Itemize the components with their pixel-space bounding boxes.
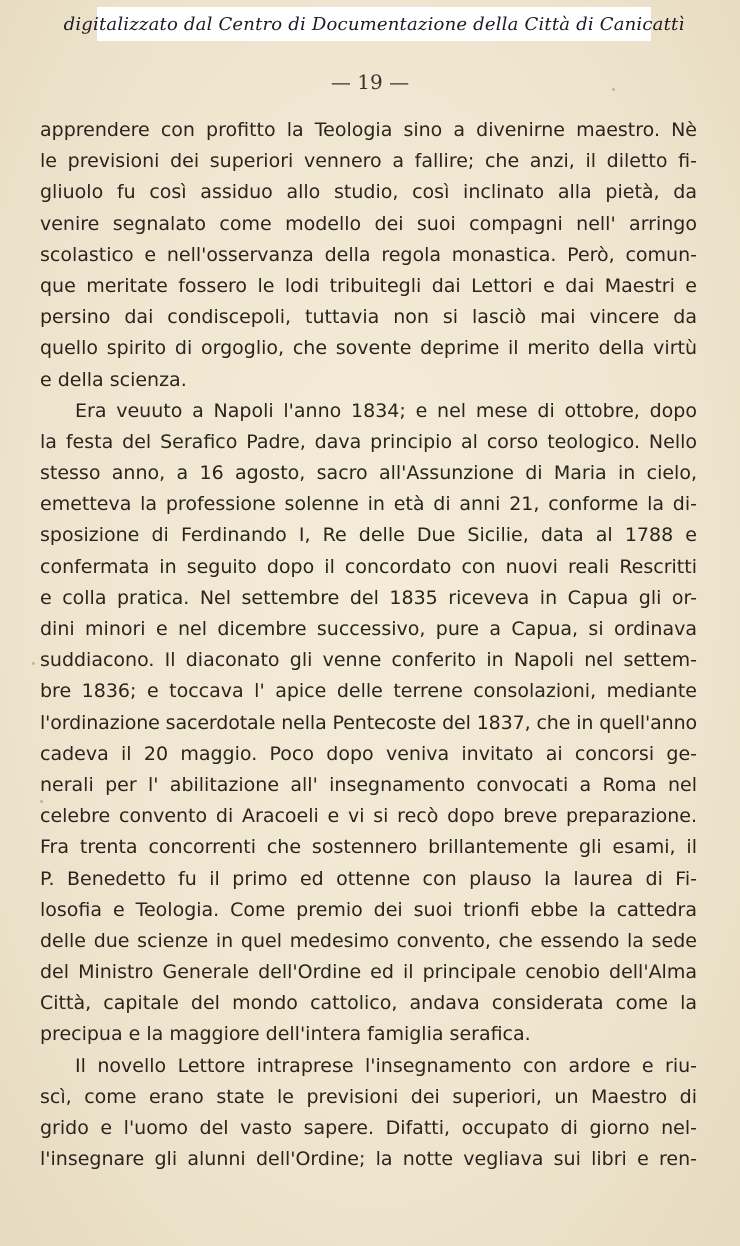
text-line: quello spirito di orgoglio, che sovente deprime il merito della virtù [40,337,697,360]
text-line: delle due scienze in quel medesimo convento, che essendo la sede [40,929,697,952]
text-line: confermata in seguito dopo il concordato con nuovi reali Rescritti [40,555,697,578]
text-line: sposizione di Ferdinando I, Re delle Due Sicilie, data al 1788 e [40,524,697,547]
text-line: emetteva la professione solenne in età di anni 21, conforme la di- [40,493,697,516]
text-line: grido e l'uomo del vasto sapere. Difatti, occupato di giorno nel- [40,1117,697,1139]
paragraph-end-line: e della scienza. [40,368,187,391]
text-line: bre 1836; e toccava l' apice delle terrene consolazioni, mediante [40,680,697,703]
text-line: celebre convento di Aracoeli e vi si recò dopo breve preparazione. [40,805,697,828]
text-line: la festa del Serafico Padre, dava principio al corso teologico. Nello [40,430,697,453]
paragraph-end-line: precipua e la maggiore dell'intera famiglia serafica. [40,1023,531,1046]
text-line: l'insegnare gli alunni dell'Ordine; la notte vegliava sui libri e ren- [40,1148,697,1171]
text-line: que meritate fossero le lodi tribuitegli dai Lettori e dai Maestri e [40,274,697,297]
text-line: venire segnalato come modello dei suoi compagni nell' arringo [40,212,697,235]
paper-speck [32,662,35,665]
paper-speck [612,88,615,91]
text-line: scì, come erano state le previsioni dei superiori, un Maestro di [40,1085,697,1108]
text-line: Città, capitale del mondo cattolico, andava considerata come la [40,992,697,1015]
paper-speck [40,800,43,803]
paragraph-start-line: Il novello Lettore intraprese l'insegnamento con ardore e riu- [75,1054,697,1077]
text-line: apprendere con profitto la Teologia sino a divenirne maestro. Nè [40,119,697,141]
text-line: P. Benedetto fu il primo ed ottenne con plauso la laurea di Fi- [40,867,697,890]
text-line: gliuolo fu così assiduo allo studio, così inclinato alla pietà, da [40,181,697,204]
text-line: losofia e Teologia. Come premio dei suoi trionfi ebbe la cattedra [40,898,697,921]
body-text [40,115,697,1175]
text-line: le previsioni dei superiori vennero a fallire; che anzi, il diletto fi- [40,150,697,173]
text-line: persino dai condiscepoli, tuttavia non si lasciò mai vincere da [40,306,697,329]
text-line: l'ordinazione sacerdotale nella Pentecoste del 1837, che in quell'anno [40,711,698,734]
text-line: nerali per l' abilitazione all' insegnamento convocati a Roma nel [40,773,697,796]
paragraph-start-line: Era veuuto a Napoli l'anno 1834; e nel mese di ottobre, dopo [75,399,697,422]
text-line: dini minori e nel dicembre successivo, pure a Capua, si ordinava [40,618,697,640]
text-line: suddiacono. Il diaconato gli venne conferito in Napoli nel settem- [40,649,697,672]
text-line: e colla pratica. Nel settembre del 1835 riceveva in Capua gli or- [40,586,697,609]
text-line: cadeva il 20 maggio. Poco dopo veniva invitato ai concorsi ge- [40,742,697,765]
digitization-stamp-text: digitalizzato dal Centro di Documentazione della Città di Canicattì [63,13,685,35]
digitization-stamp [63,7,685,41]
text-line: Fra trenta concorrenti che sostennero brillantemente gli esami, il [40,836,697,859]
text-line: stesso anno, a 16 agosto, sacro all'Assunzione di Maria in cielo, [40,462,697,485]
page-number: — 19 — [330,70,410,94]
text-line: scolastico e nell'osservanza della regola monastica. Però, comun- [40,243,697,266]
text-line: del Ministro Generale dell'Ordine ed il principale cenobio dell'Alma [40,961,697,984]
